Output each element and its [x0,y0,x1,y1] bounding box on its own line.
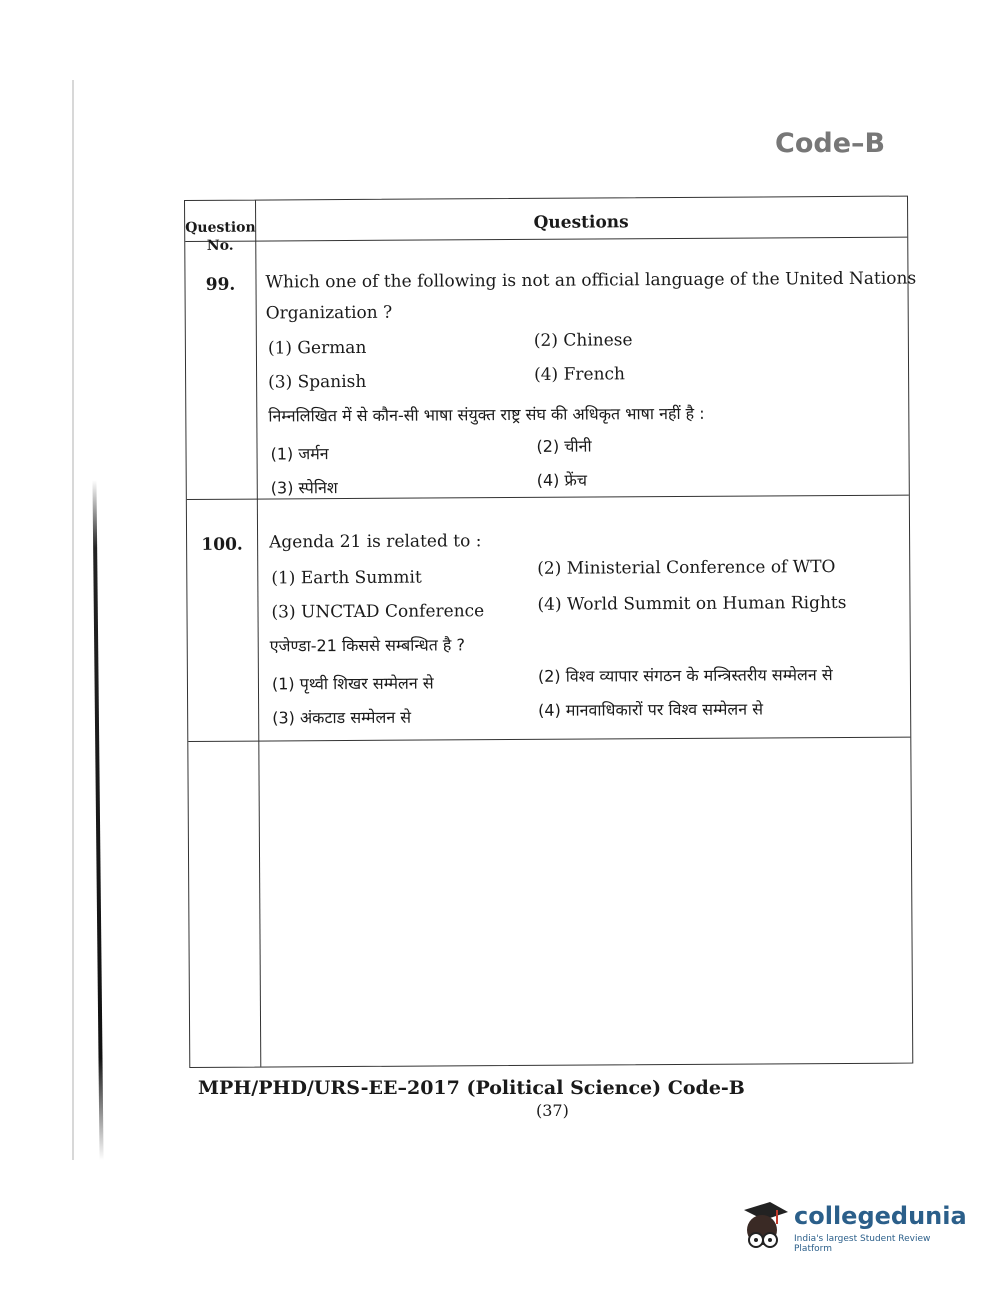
option: (1) Earth Summit [271,567,422,589]
option: (4) World Summit on Human Rights [537,592,847,615]
column-header-questions: Questions [533,212,629,233]
option-hindi: (3) स्पेनिश [270,478,338,498]
question-text: Agenda 21 is related to : [269,531,482,553]
header-divider [185,237,907,242]
option-hindi: (1) जर्मन [270,444,329,464]
option: (2) Ministerial Conference of WTO [537,557,836,579]
option: (4) French [534,364,626,385]
option-hindi: (3) अंकटाड सम्मेलन से [272,707,412,728]
question-table [184,196,917,1068]
question-text-hindi: निम्नलिखित में से कौन-सी भाषा संयुक्त राष्ट्र संघ की अधिकृत भाषा नहीं है : [268,403,705,426]
option-hindi: (2) विश्व व्यापार संगठन के मन्त्रिस्तरीय सम्मेलन से [537,665,833,686]
paper-code: Code–B [775,128,886,159]
option: (3) UNCTAD Conference [271,601,485,623]
question-text-hindi: एजेण्डा-21 किससे सम्बन्धित है ? [269,635,466,656]
option-hindi: (4) मानवाधिकारों पर विश्व सम्मेलन से [538,699,764,720]
question-text: Which one of the following is not an official language of the United Nations [265,268,917,293]
option-hindi: (2) चीनी [536,436,592,456]
option: (1) German [267,337,367,359]
scan-edge [92,480,103,1160]
exam-footer: MPH/PHD/URS-EE–2017 (Political Science) Code-B [198,1077,745,1099]
row-divider [188,737,910,742]
column-header-no: Question No. [185,219,256,254]
question-text: Organization ? [265,302,393,324]
option: (2) Chinese [533,330,633,351]
column-divider [255,201,261,1067]
question-number: 99. [205,274,236,295]
mascot-icon [736,1196,792,1256]
logo-tagline: India's largest Student Review Platform [794,1234,931,1254]
page-number: (37) [536,1101,569,1120]
collegedunia-logo [736,1196,966,1260]
question-number: 100. [201,534,243,555]
option-hindi: (1) पृथ्वी शिखर सम्मेलन से [271,673,434,694]
option-hindi: (4) फ्रेंच [536,470,588,490]
scan-shadow [72,80,74,1160]
option: (3) Spanish [268,371,367,393]
logo-wordmark: collegedunia [794,1202,967,1230]
